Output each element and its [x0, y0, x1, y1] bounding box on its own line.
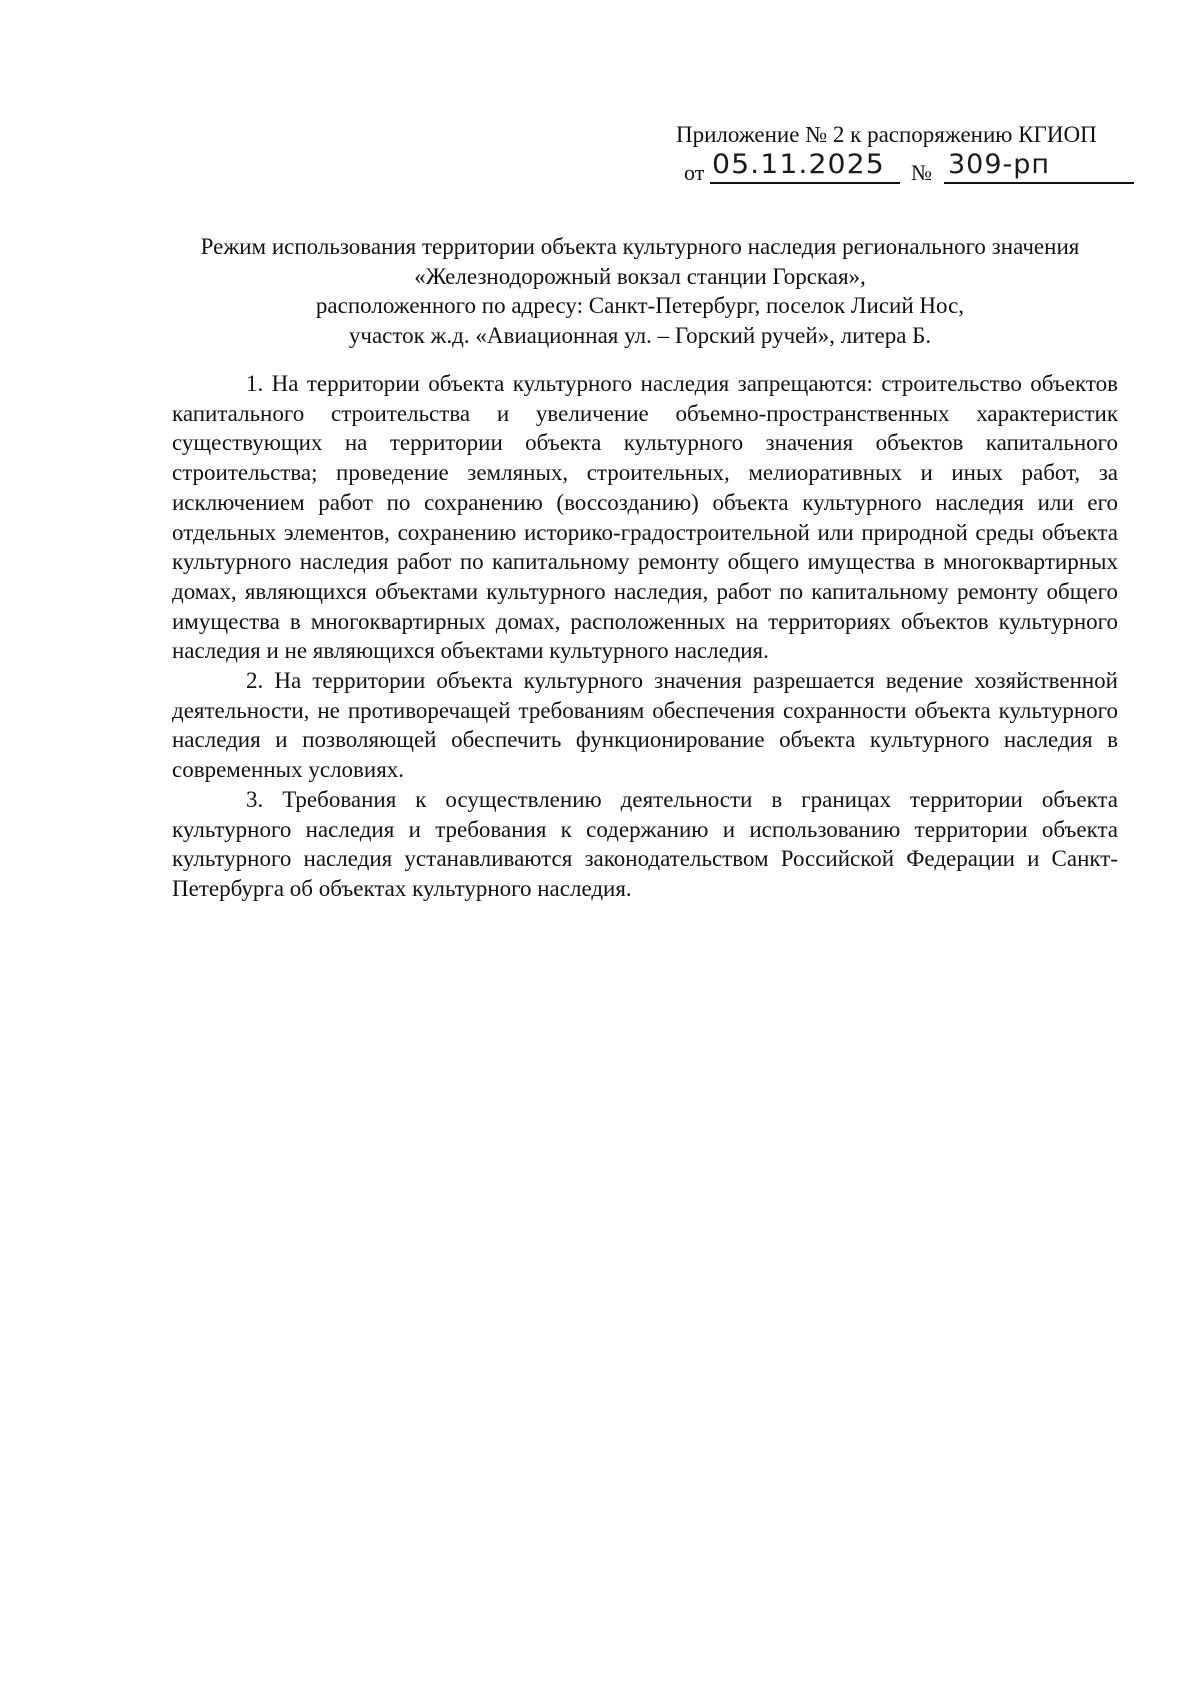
order-number: 309-рп [948, 149, 1051, 180]
document-body [172, 369, 1118, 904]
from-label: от [684, 160, 705, 185]
number-underline [944, 182, 1134, 184]
appendix-header [676, 120, 1146, 184]
document-title [160, 232, 1120, 350]
number-label: № [911, 160, 932, 185]
paragraph-1: 1. На территории объекта культурного наследия запрещаются: строительство объектов капитального строительства и увеличение объемно-пространственных характеристик существующих на территории объекта культурного значения объектов капитального строительства; проведение земляных, строительных, мелиоративных и иных работ, за исключением работ по сохранению (воссозданию) объекта культурного наследия или его отдельных элементов, сохранению историко-градостроительной или природной среды объекта культурного наследия работ по капитальному ремонту общего имущества в многоквартирных домах, являющихся объектами культурного наследия, работ по капитальному ремонту общего имущества в многоквартирных домах, расположенных на территориях объектов культурного наследия и не являющихся объектами культурного наследия. [172, 371, 1118, 664]
title-line-1: Режим использования территории объекта культурного наследия регионального значения [200, 234, 1080, 259]
title-line-4: участок ж.д. «Авиационная ул. – Горский ручей», литера Б. [348, 322, 932, 348]
order-reference [676, 150, 1146, 184]
title-line-2: «Железнодорожный вокзал станции Горская», [414, 263, 866, 289]
date-underline [710, 182, 900, 184]
title-line-3: расположенного по адресу: Санкт-Петербург, поселок Лисий Нос, [315, 293, 965, 318]
appendix-title: Приложение № 2 к распоряжению КГИОП [676, 122, 1097, 147]
order-date: 05.11.2025 [712, 149, 885, 180]
paragraph-3: 3. Требования к осуществлению деятельности в границах территории объекта культурного наследия и требования к содержанию и использованию территории объекта культурного наследия устанавливаются законодательством Российской Федерации и Санкт-Петербурга об объектах культурного наследия. [172, 786, 1118, 901]
paragraph-2: 2. На территории объекта культурного значения разрешается ведение хозяйственной деятельности, не противоречащей требованиям обеспечения сохранности объекта культурного наследия и позволяющей обеспечить функционирование объекта культурного наследия в современных условиях. [172, 668, 1118, 783]
